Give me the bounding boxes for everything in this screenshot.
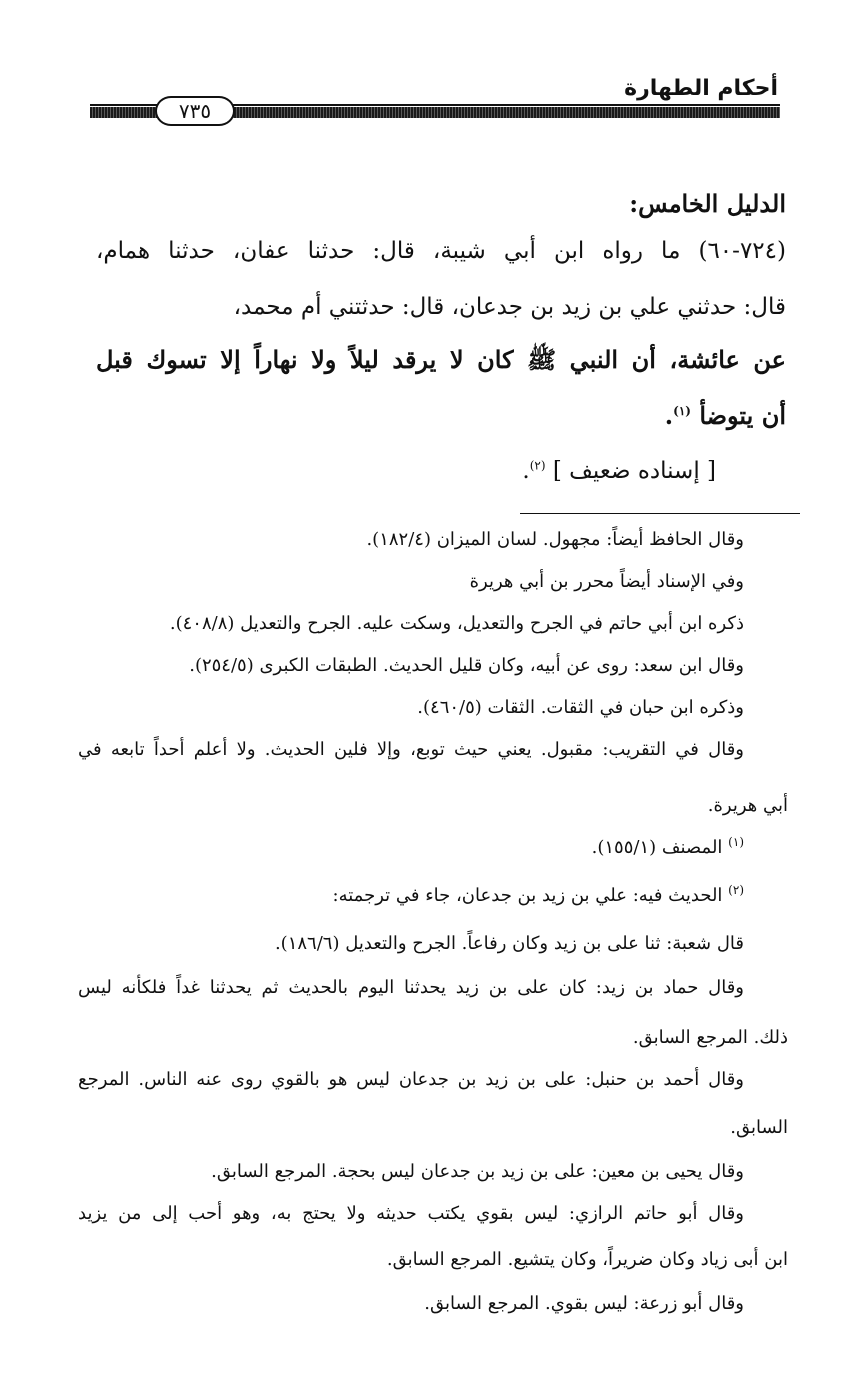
main-line-2: قال: حدثني علي بن زيد بن جدعان، قال: حدثتني أم محمد، bbox=[233, 294, 786, 320]
main-line-1: (٧٢٤-٦٠) ما رواه ابن أبي شيبة، قال: حدثنا عفان، حدثنا همام، bbox=[96, 238, 786, 264]
footnote-ref-2: (٢) bbox=[529, 458, 546, 473]
footnote-continued-line: وذكره ابن حبان في الثقات. الثقات (٤٦٠/٥). bbox=[417, 697, 744, 718]
footnote-ref-1: (١) bbox=[673, 404, 691, 418]
footnote-2-line: ذلك. المرجع السابق. bbox=[632, 1027, 788, 1048]
hadith-text-line-2: أن يتوضأ $^{(١)}$. bbox=[664, 401, 786, 430]
footnote-continued-line: وقال ابن سعد: روى عن أبيه، وكان قليل الحديث. الطبقات الكبرى (٢٥٤/٥). bbox=[189, 655, 744, 676]
running-header-title: أحكام الطهارة bbox=[624, 76, 778, 101]
footnote-2-marker: (٢) bbox=[728, 883, 744, 897]
footnote-2-line: وقال أبو حاتم الرازي: ليس بقوي يكتب حديثه ولا يحتج به، وهو أحب إلى من يزيد bbox=[78, 1203, 744, 1224]
footnote-2-line: ابن أبى زياد وكان ضريراً، وكان يتشيع. المرجع السابق. bbox=[386, 1249, 788, 1270]
isnad-grading: [ إسناده ضعيف ] $^{(٢)}$. bbox=[522, 458, 716, 484]
footnote-continued-line: ذكره ابن أبي حاتم في الجرح والتعديل، وسكت عليه. الجرح والتعديل (٤٠٨/٨). bbox=[169, 613, 744, 634]
footnote-continued-line: أبي هريرة. bbox=[707, 795, 788, 816]
footnote-2-line: وقال يحيى بن معين: على بن زيد بن جدعان ليس بحجة. المرجع السابق. bbox=[211, 1161, 744, 1182]
grading-text: [ إسناده ضعيف ] bbox=[552, 458, 716, 484]
footnote-continued-line: وفي الإسناد أيضاً محرر بن أبي هريرة bbox=[469, 571, 744, 592]
section-heading: الدليل الخامس: bbox=[629, 189, 786, 218]
footnote-1 bbox=[592, 834, 744, 862]
footnote-2-text: الحديث فيه: علي بن زيد بن جدعان، جاء في ترجمته: bbox=[332, 885, 723, 906]
footnote-separator bbox=[520, 513, 800, 514]
footnote-continued-line: وقال الحافظ أيضاً: مجهول. لسان الميزان (١٨٢/٤). bbox=[366, 529, 744, 550]
footnote-continued-line: وقال في التقريب: مقبول. يعني حيث توبع، وإلا فلين الحديث. ولا أعلم أحداً تابعه في bbox=[78, 739, 744, 760]
footnote-2-line: قال شعبة: ثنا على بن زيد وكان رفاعاً. الجرح والتعديل (١٨٦/٦). bbox=[274, 933, 744, 954]
hadith-text-line-1: عن عائشة، أن النبي ﷺ كان لا يرقد ليلاً ولا نهاراً إلا تسوك قبل bbox=[96, 345, 786, 374]
footnote-2-line: السابق. bbox=[730, 1117, 788, 1138]
footnote-2 bbox=[333, 882, 744, 910]
page-number: ٧٣٥ bbox=[155, 96, 235, 126]
footnote-1-marker: (١) bbox=[728, 835, 744, 849]
footnote-2-line: وقال أحمد بن حنبل: على بن زيد بن جدعان ليس هو بالقوي روى عنه الناس. المرجع bbox=[78, 1069, 744, 1090]
footnote-2-line: وقال أبو زرعة: ليس بقوي. المرجع السابق. bbox=[424, 1293, 744, 1314]
footnote-1-text: المصنف (١٥٥/١). bbox=[591, 837, 723, 858]
hadith-text-end: أن يتوضأ bbox=[699, 401, 786, 430]
footnote-2-line: وقال حماد بن زيد: كان على بن زيد يحدثنا اليوم بالحديث ثم يحدثنا غداً فلكأنه ليس bbox=[78, 977, 744, 998]
